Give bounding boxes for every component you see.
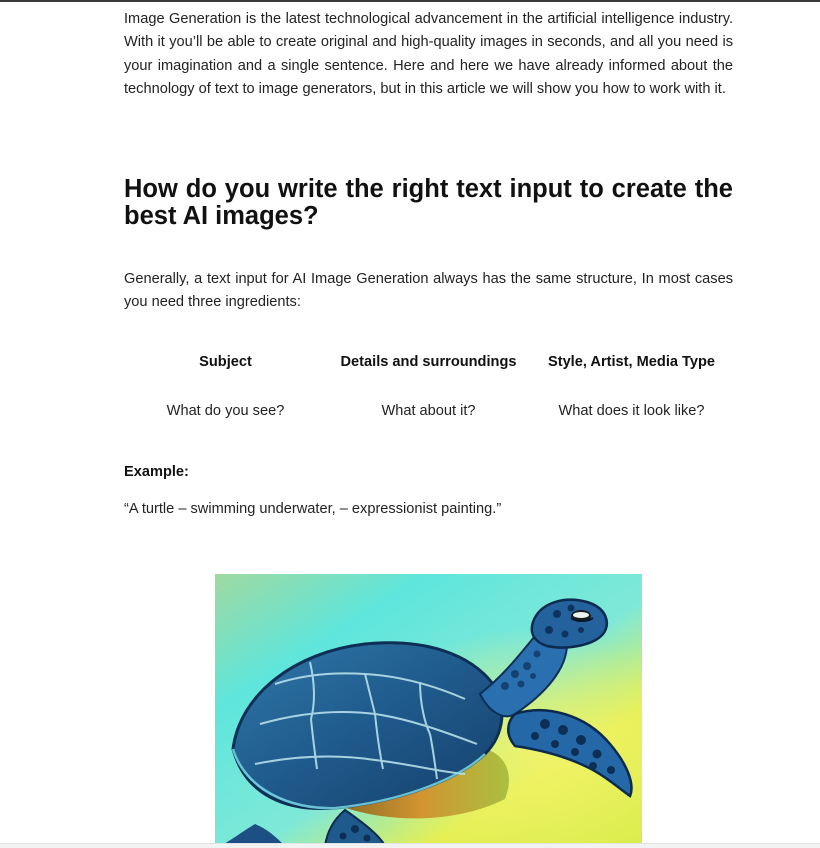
header-details: Details and surroundings (340, 354, 517, 370)
top-divider (0, 0, 820, 2)
question-style: What does it look like? (558, 403, 705, 419)
bottom-scroll-edge (0, 843, 820, 848)
question-subject: What do you see? (166, 403, 285, 419)
section-heading: How do you write the right text input to create the best AI images? (124, 175, 733, 230)
header-style: Style, Artist, Media Type (547, 354, 716, 370)
ingredients-question-row (124, 384, 733, 438)
intro-paragraph: Image Generation is the latest technological advancement in the artificial intelligence industry. With it you’ll be able to create original and high-quality images in seconds, and all you need is your imagination and a single sentence. Here and here we have already informed about the technology of text to image generators, but in this article we will show you how to work with it. (124, 11, 733, 97)
question-details: What about it? (381, 403, 476, 419)
header-subject: Subject (199, 354, 252, 370)
turtle-painting-illustration (215, 574, 642, 846)
lead-paragraph: Generally, a text input for AI Image Generation always has the same structure, In most cases you need three ingredients: (124, 271, 733, 311)
example-label: Example: (124, 464, 189, 480)
ingredients-header-row (124, 340, 733, 384)
example-text: “A turtle – swimming underwater, – expressionist painting.” (124, 501, 502, 517)
turtle-painting-image (215, 574, 642, 846)
ingredients-table (124, 340, 733, 438)
